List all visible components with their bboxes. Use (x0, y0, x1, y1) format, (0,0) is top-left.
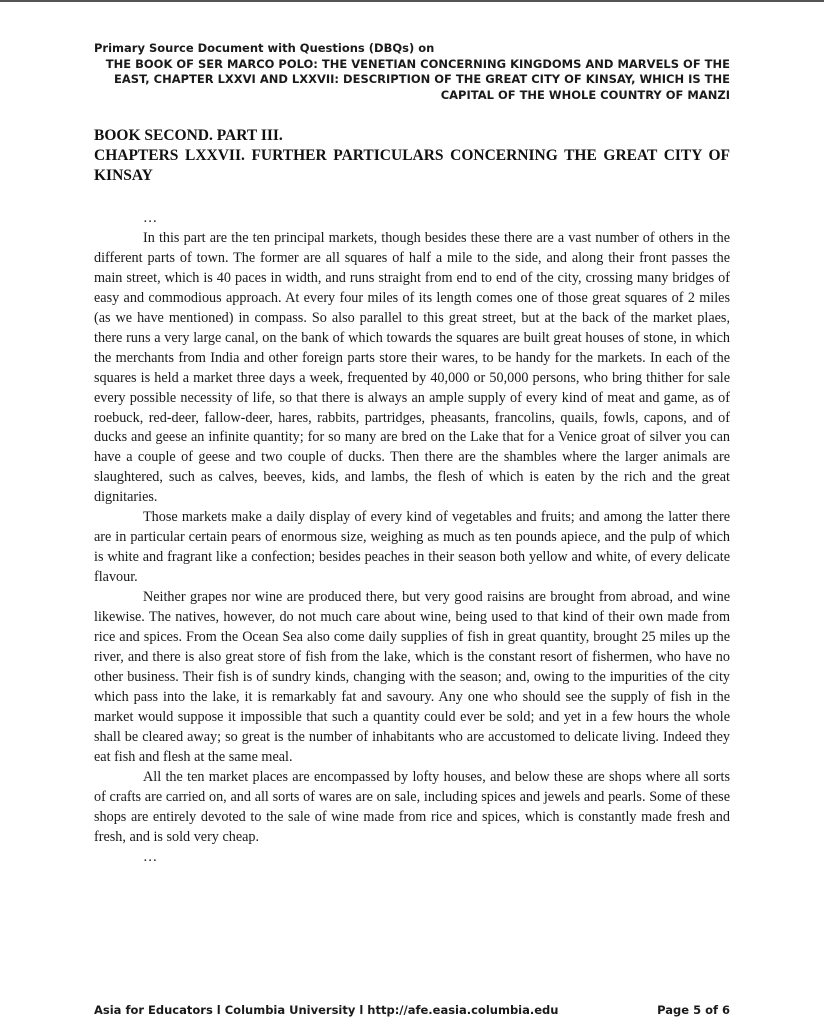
ellipsis-end: … (143, 848, 158, 865)
book-title: BOOK SECOND. PART III. (94, 127, 283, 144)
ellipsis-start: … (143, 210, 158, 226)
footer-source: Asia for Educators l Columbia University l http://afe.easia.columbia.edu (94, 1003, 559, 1017)
page-footer (94, 1003, 730, 1017)
paragraph-wine-fish: Neither grapes nor wine are produced there, but very good raisins are brought from abroad, and wine likewise. The natives, however, do not much care about wine, being used to that kind of their own made from rice and spices. From the Ocean Sea also come daily supplies of fish in great quantity, brought 25 miles up the river, and there is also great store of fish from the lake, which is the constant resort of fishermen, who have no other business. Their fish is of sundry kinds, changing with the season; and, owing to the impurities of the city which pass into the lake, it is remarkably fat and savoury. Any one who should see the supply of fish in the market would suppose it impossible that such a quantity could ever be sold; and yet in a few hours the whole shall be cleared away; so great is the number of inhabitants who are accustomed to delicate living. Indeed they eat fish and flesh at the same meal. (94, 589, 730, 765)
header-line-4: CAPITAL OF THE WHOLE COUNTRY OF MANZI (440, 87, 730, 102)
page-number: Page 5 of 6 (657, 1003, 730, 1017)
paragraph-markets: In this part are the ten principal markets, though besides these there are a vast number of others in the different parts of town. The former are all squares of half a mile to the side, and along their front passes the main street, which is 40 paces in width, and runs straight from end to end of the city, crossing many bridges of easy and commodious approach. At every four miles of its length comes one of those great squares of 2 miles (as we have mentioned) in compass. So also parallel to this great street, but at the back of the market plaes, there runs a very large canal, on the bank of which towards the squares are built great houses of stone, in which the merchants from India and other foreign parts store their wares, to be handy for the markets. In each of the squares is held a market three days a week, frequented by 40,000 or 50,000 persons, who bring thither for sale every possible necessity of life, so that there is always an ample supply of every kind of meat and game, as of roebuck, red-deer, fallow-deer, hares, rabbits, partridges, pheasants, francolins, quails, fowls, capons, and of ducks and geese an infinite quantity; for so many are bred on the Lake that for a Venice groat of silver you can have a couple of geese and two couple of ducks. Then there are the shambles where the larger animals are slaughtered, such as calves, beeves, kids, and lambs, the flesh of which is eaten by the rich and the great dignitaries. (94, 229, 730, 506)
document-header (94, 41, 730, 103)
paragraph-fruits: Those markets make a daily display of every kind of vegetables and fruits; and among the latter there are in particular certain pears of enormous size, weighing as much as ten pounds apiece, and the pulp of which is white and fragrant like a confection; besides peaches in their season both yellow and white, of every delicate flavour. (94, 509, 730, 586)
header-line-2: THE BOOK OF SER MARCO POLO: THE VENETIAN CONCERNING KINGDOMS AND MARVELS OF THE (105, 56, 730, 71)
header-line-1: Primary Source Document with Questions (DBQs) on (94, 41, 435, 55)
header-line-3: EAST, CHAPTER LXXVI AND LXXVII: DESCRIPTION OF THE GREAT CITY OF KINSAY, WHICH IS THE (114, 72, 730, 86)
document-body (94, 209, 730, 867)
chapter-title: CHAPTERS LXXVII. FURTHER PARTICULARS CONCERNING THE GREAT CITY OF KINSAY (94, 147, 730, 184)
paragraph-shops: All the ten market places are encompassed by lofty houses, and below these are shops where all sorts of crafts are carried on, and all sorts of wares are on sale, including spices and jewels and pearls. Some of these shops are entirely devoted to the sale of wine made from rice and spices, which is constantly made fresh and fresh, and is sold very cheap. (94, 768, 730, 845)
top-border (0, 0, 824, 2)
section-titles (94, 126, 730, 186)
